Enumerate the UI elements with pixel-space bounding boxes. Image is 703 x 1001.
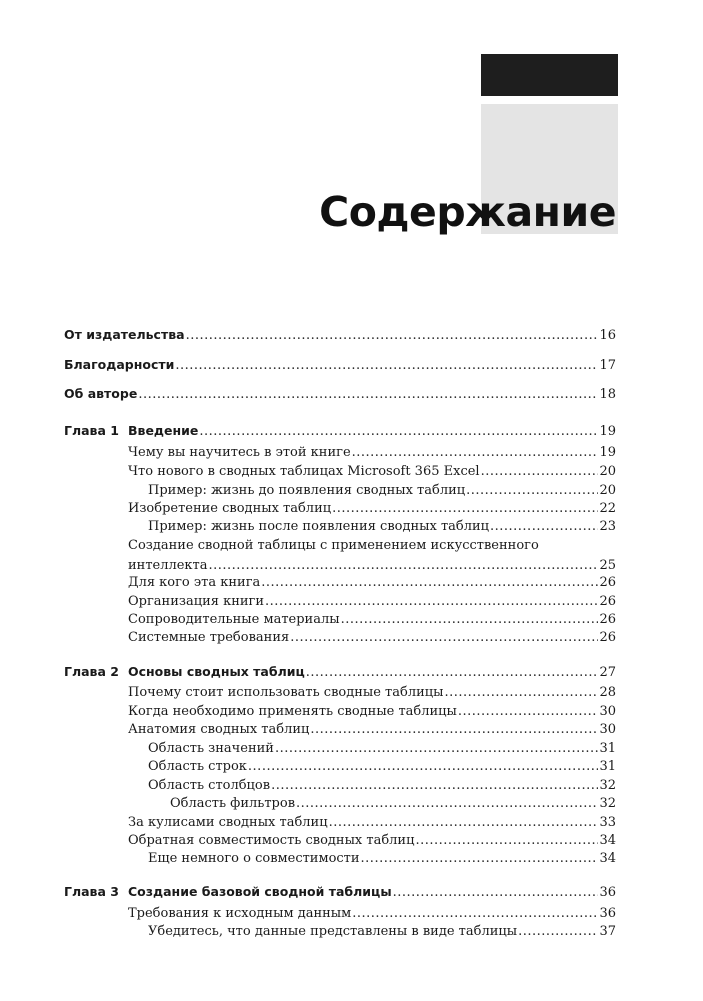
toc-entry-title: Область фильтров	[170, 796, 296, 811]
toc-entry-title: Сопроводительные материалы	[128, 612, 340, 627]
leader-dots	[186, 326, 599, 346]
toc-entry-title: Убедитесь, что данные представлены в виде таблицы	[148, 924, 518, 939]
leader-dots	[271, 776, 598, 796]
toc-entry-title: Требования к исходным данным	[128, 906, 352, 921]
toc-page-number: 17	[599, 358, 616, 373]
toc-entry[interactable]	[0, 462, 703, 482]
toc-entry-title-line2: интеллекта	[128, 558, 208, 573]
toc-entry[interactable]	[0, 610, 703, 630]
leader-dots	[265, 592, 598, 612]
leader-dots	[261, 573, 598, 593]
toc-page-number: 26	[599, 575, 616, 590]
toc-entry[interactable]	[0, 776, 703, 796]
toc-page-number: 36	[599, 906, 616, 921]
toc-page-number: 32	[599, 796, 616, 811]
toc-page-number: 26	[599, 594, 616, 609]
chapter-label: Глава 2	[64, 664, 119, 679]
toc-page-number: 18	[599, 387, 616, 402]
leader-dots	[361, 849, 599, 869]
leader-dots	[290, 628, 598, 648]
toc-page-number: 25	[599, 558, 616, 573]
leader-dots	[415, 831, 598, 851]
page-title: Содержание	[319, 188, 616, 236]
toc-chapter-3[interactable]	[0, 882, 703, 902]
toc-entry[interactable]	[0, 702, 703, 722]
toc-entry[interactable]	[0, 481, 703, 501]
chapter-label: Глава 3	[64, 884, 119, 899]
toc-entry-title: Когда необходимо применять сводные таблицы	[128, 704, 457, 719]
toc-page-number: 30	[599, 704, 616, 719]
toc-page-number: 16	[599, 328, 616, 343]
toc-entry[interactable]	[0, 628, 703, 648]
leader-dots	[458, 702, 599, 722]
leader-dots	[481, 462, 599, 482]
toc-entry-title: Пример: жизнь до появления сводных таблиц	[148, 483, 466, 498]
toc-entry[interactable]	[0, 720, 703, 740]
leader-dots	[310, 720, 598, 740]
toc-page-number: 31	[599, 759, 616, 774]
leader-dots	[306, 663, 599, 683]
toc-chapter-2[interactable]	[0, 662, 703, 682]
leader-dots	[352, 443, 599, 463]
toc-entry[interactable]	[0, 813, 703, 833]
leader-dots	[199, 422, 598, 442]
leader-dots	[341, 610, 599, 630]
toc-page-number: 34	[599, 833, 616, 848]
toc-entry[interactable]	[0, 849, 703, 869]
leader-dots	[332, 499, 598, 519]
toc-entry[interactable]	[0, 443, 703, 463]
toc-page-number: 20	[599, 464, 616, 479]
toc-page-number: 23	[599, 519, 616, 534]
leader-dots	[466, 481, 598, 501]
toc-entry-acknowledgements[interactable]	[0, 355, 703, 375]
toc-page-number: 37	[599, 924, 616, 939]
toc-page-number: 32	[599, 778, 616, 793]
toc-entry[interactable]	[0, 573, 703, 593]
toc-entry-title: Область столбцов	[148, 778, 271, 793]
toc-entry[interactable]	[0, 922, 703, 942]
leader-dots	[296, 794, 598, 814]
toc-entry[interactable]	[0, 536, 703, 576]
toc-entry-publisher[interactable]	[0, 325, 703, 345]
leader-dots	[444, 683, 598, 703]
toc-page-number: 31	[599, 741, 616, 756]
toc-entry-about-author[interactable]	[0, 384, 703, 404]
toc-entry-title: Обратная совместимость сводных таблиц	[128, 833, 415, 848]
toc-entry-title: Анатомия сводных таблиц	[128, 722, 310, 737]
toc-page-number: 26	[599, 630, 616, 645]
leader-dots	[138, 385, 598, 405]
toc-entry-title: Изобретение сводных таблиц	[128, 501, 332, 516]
leader-dots	[393, 883, 599, 903]
toc-entry-title: Для кого эта книга	[128, 575, 261, 590]
chapter-label: Глава 1	[64, 423, 119, 438]
chapter-title: Основы сводных таблиц	[128, 664, 305, 679]
toc-entry[interactable]	[0, 904, 703, 924]
toc-page-number: 19	[599, 445, 616, 460]
toc-entry[interactable]	[0, 683, 703, 703]
leader-dots	[329, 813, 599, 833]
toc-page-number: 34	[599, 851, 616, 866]
toc-entry-title: От издательства	[64, 327, 185, 342]
toc-entry-title: Благодарности	[64, 357, 175, 372]
toc-entry-title: Еще немного о совместимости	[148, 851, 360, 866]
chapter-title: Введение	[128, 423, 199, 438]
leader-dots	[275, 739, 598, 759]
toc-page-number: 20	[599, 483, 616, 498]
toc-entry-title: Почему стоит использовать сводные таблицы	[128, 685, 444, 700]
toc-entry[interactable]	[0, 592, 703, 612]
leader-dots	[352, 904, 598, 924]
toc-entry-title: Чему вы научитесь в этой книге	[128, 445, 351, 460]
toc-entry-title: За кулисами сводных таблиц	[128, 815, 328, 830]
chapter-title: Создание базовой сводной таблицы	[128, 884, 392, 899]
leader-dots	[490, 517, 598, 537]
toc-page-number: 28	[599, 685, 616, 700]
toc-page-number: 36	[599, 885, 616, 900]
toc-entry[interactable]	[0, 517, 703, 537]
toc-entry[interactable]	[0, 739, 703, 759]
toc-entry[interactable]	[0, 499, 703, 519]
toc-page-number: 33	[599, 815, 616, 830]
toc-entry-title: Организация книги	[128, 594, 264, 609]
leader-dots	[175, 356, 598, 376]
toc-entry-title: Об авторе	[64, 386, 138, 401]
leader-dots	[518, 922, 598, 942]
toc-page-number: 26	[599, 612, 616, 627]
leader-dots	[248, 757, 599, 777]
toc-entry[interactable]	[0, 794, 703, 814]
toc-page-number: 27	[599, 665, 616, 680]
toc-page-number: 22	[599, 501, 616, 516]
toc-entry-title: Пример: жизнь после появления сводных таблиц	[148, 519, 489, 534]
toc-page-number: 30	[599, 722, 616, 737]
toc-entry-title: Системные требования	[128, 630, 290, 645]
toc-entry-title: Область строк	[148, 759, 247, 774]
toc-entry[interactable]	[0, 831, 703, 851]
toc-page-number: 19	[599, 424, 616, 439]
toc-chapter-1[interactable]	[0, 421, 703, 441]
toc-entry-title: Область значений	[148, 741, 274, 756]
toc-entry-title-line1: Создание сводной таблицы с применением искусственного	[128, 538, 539, 553]
toc-entry[interactable]	[0, 757, 703, 777]
toc-entry-title: Что нового в сводных таблицах Microsoft 365 Excel	[128, 464, 480, 479]
